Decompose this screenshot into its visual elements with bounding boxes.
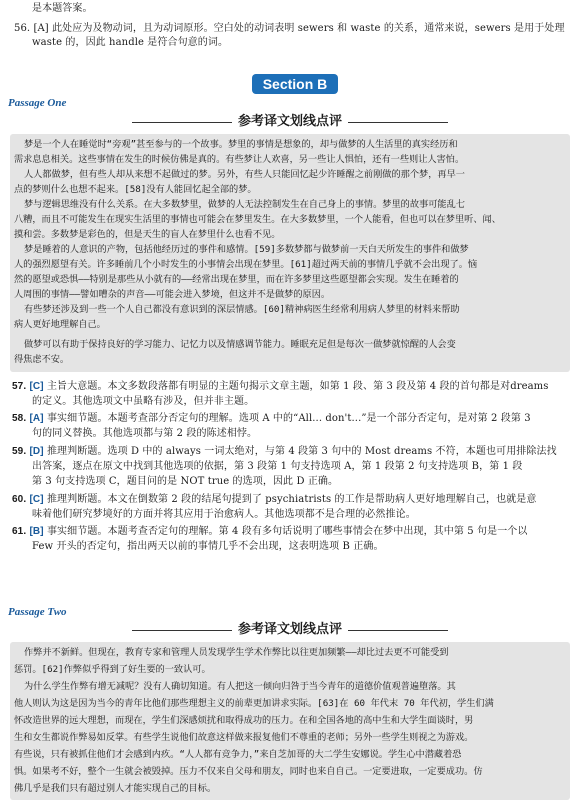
- answer-56-line-1: 56. [A] 此处应为及物动词，且为动词原形。空白处的动词表明 sewers 和 waste 的关系，通常来说，sewers 是用于处理: [14, 23, 565, 34]
- p1-line: 需求息息相关。这些事情在发生的时候仿佛是真的。有些梦让人欢喜，另一些让人惧怕，还有一些则让人害怕。: [14, 154, 465, 165]
- p2-line: 作弊并不新鲜。但现在，教育专家和管理人员发现学生学术作弊比以往更加频繁——却比过去更不可能受到: [24, 647, 449, 658]
- answer-60-line-2: 味着他们研究梦境好的方面并将其应用于治愈病人。其他选项都不是合理的必然推论。: [32, 509, 416, 520]
- section-b-badge: Section B: [252, 74, 338, 94]
- passage-two-label: Passage Two: [8, 606, 67, 618]
- answer-text: 事实细节题。本题考查部分否定句的理解。选项 A 中的“All... don't...”是一个部分否定句，是对第 2 段第 3: [46, 413, 531, 424]
- p1-line: 然的愿望或恐惧——特别是那些从小就有的——经常出现在梦里，而在许多梦里这些愿望都会实现。发生在睡着的: [14, 274, 459, 285]
- p1-line: 梦是睡着的人意识的产物，包括他经历过的事件和感情。[59]多数梦都与做梦前一天白天所发生的事件和做梦: [24, 244, 469, 255]
- p1-line: 摸和尝。多数梦是彩色的，但是天生的盲人在梦里什么也看不见。: [14, 229, 281, 240]
- p2-line: 生和女生都说作弊易如反掌。有些学生说他们故意这样做来报复他们不尊重的老师；另外一些学生则视之为游戏。: [14, 732, 474, 743]
- question-number: 59.: [12, 446, 27, 457]
- answer-59-line-2: 出答案，逐点在原文中找到其他选项的依据，第 3 段第 1 句支持选项 A，第 1 段第 2 句支持选项 B，第 1 段: [32, 461, 523, 472]
- answer-61-line-2: Few 开头的否定句，指出两天以前的事情几乎不会出现，这表明选项 B 正确。: [32, 541, 384, 552]
- question-number: 61.: [12, 526, 27, 537]
- answer-56-line-2: waste 的，因此 handle 是符合句意的词。: [32, 37, 229, 48]
- p1-line: 病人更好地理解自己。: [14, 319, 106, 330]
- question-number: 57.: [12, 381, 27, 392]
- answer-tag: [C]: [29, 494, 44, 505]
- p1-line: 点的梦则什么也想不起来。[58]没有人能回忆起全部的梦。: [14, 184, 257, 195]
- p2-line: 惧。如果考不好，整个一生就会被毁掉。压力不仅来自父母和朋友，同时也来自自己。一定要进取，一定要成功。仿: [14, 766, 483, 777]
- p1-line: 有些梦还涉及到一些一个人自己都没有意识到的深层情感。[60]精神病医生经常利用病人梦里的材料来帮助: [24, 304, 460, 315]
- p1-line: 做梦可以有助于保持良好的学习能力、记忆力以及情感调节能力。睡眠充足但是每次一做梦就惊醒的人会变: [24, 339, 456, 350]
- translation-heading-2: [12, 622, 568, 638]
- answer-59: [12, 445, 557, 458]
- p1-line: 人周围的事情——譬如嘈杂的声音——可能会进入梦境，但这并不是做梦的原因。: [14, 289, 331, 300]
- carryover-line-1: 是本题答案。: [32, 3, 93, 14]
- answer-59-line-3: 第 3 句支持选项 C，题目问的是 NOT true 的选项，因此 D 正确。: [32, 476, 339, 487]
- heading-text: 参考译文划线点评: [232, 622, 348, 637]
- answer-text: 推理判断题。选项 D 中的 always 一词太绝对，与第 4 段第 3 句中的 Most dreams 不符，本题也可用排除法找: [46, 446, 557, 457]
- answer-tag: [C]: [29, 381, 44, 392]
- answer-58-line-2: 句的同义替换。其他选项都与第 2 段的陈述相悖。: [32, 428, 258, 439]
- answer-58: [12, 412, 531, 425]
- answer-57-line-2: 的定义。其他选项文中虽略有涉及，但并非主题。: [32, 396, 255, 407]
- p1-line: 人的强烈愿望有关。许多睡前几个小时发生的小事情会出现在梦里。[61]超过两天前的事情几乎就不会出现了。恼: [14, 259, 478, 270]
- answer-57: [12, 380, 549, 393]
- heading-text: 参考译文划线点评: [232, 114, 348, 129]
- passage-two-translation-box: [10, 642, 570, 800]
- p2-line: 惩罚。[62]作弊似乎得到了好生要的一致认可。: [14, 664, 211, 675]
- answer-text: 推理判断题。本文在倒数第 2 段的结尾句提到了 psychiatrists 的工作是帮助病人更好地理解自己，也就是意: [46, 494, 537, 505]
- answer-text: 事实细节题。本题考查否定句的理解。第 4 段有多句话说明了哪些事情会在梦中出现，其中第 5 句是一个以: [46, 526, 528, 537]
- p1-line: 人人都做梦，但有些人却从来想不起做过的梦。另外，有些人只能回忆起少许睡醒之前刚做的那个梦，再早一: [24, 169, 465, 180]
- p1-line: 八糟，而且不可能发生在现实生活里的事情也可能会在梦里发生。在大多数梦里，一个人能看，但也可以在梦里听、闻、: [14, 214, 501, 225]
- p2-line: 佛几乎是我们只有超过别人才能实现自己的目标。: [14, 783, 217, 794]
- p2-line: 为什么学生作弊有增无减呢？没有人确切知道。有人把这一倾向归咎于当今青年的道德价值观普遍堕落。其: [24, 681, 456, 692]
- translation-heading-1: [12, 114, 568, 130]
- answer-tag: [B]: [29, 526, 44, 537]
- passage-one-translation-box: [10, 134, 570, 372]
- answer-tag: [A]: [29, 413, 44, 424]
- p1-line: 梦是一个人在睡觉时“旁观”甚至参与的一个故事。梦里的事情是想象的，却与做梦的人生活里的真实经历和: [24, 139, 458, 150]
- p2-line: 怀改造世界的远大理想，而现在，学生们深感烦扰和取得成功的压力。在和全国各地的高中生和大学生面谈时，男: [14, 715, 474, 726]
- p1-line: 得焦虑不安。: [14, 354, 70, 365]
- question-number: 60.: [12, 494, 27, 505]
- answer-tag: [D]: [29, 446, 44, 457]
- question-number: 58.: [12, 413, 27, 424]
- answer-text: 主旨大意题。本文多数段落都有明显的主题句揭示文章主题，如第 1 段、第 3 段及第 4 段的首句都是对dreams: [46, 381, 549, 392]
- answer-60: [12, 493, 537, 506]
- passage-one-label: Passage One: [8, 97, 67, 109]
- answer-61: [12, 525, 528, 538]
- p1-line: 梦与逻辑思维没有什么关系。在大多数梦里，做梦的人无法控制发生在自己身上的事情。梦里的故事可能乱七: [24, 199, 465, 210]
- p2-line: 有些说，只有被抓住他们才会感到内疚。“人人都有竞争力，”来自芝加哥的大二学生安娜说。学生心中潜藏着恐: [14, 749, 462, 760]
- p2-line: 他人则认为这是因为当今的青年比他们那些理想主义的前辈更加讲求实际。[63]在 60 年代末 70 年代初，学生们满: [14, 698, 494, 709]
